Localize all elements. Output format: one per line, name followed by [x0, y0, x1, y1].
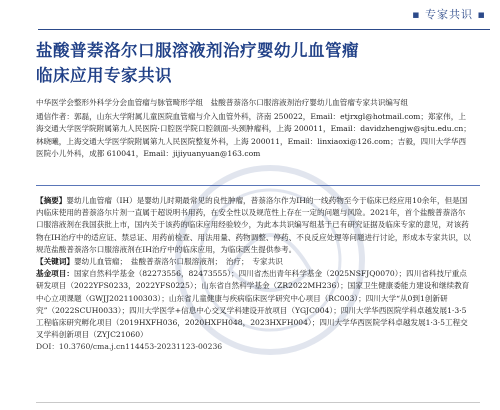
funding-paragraph	[36, 268, 472, 341]
abstract-paragraph	[36, 195, 472, 256]
keywords-text: 婴幼儿血管瘤； 盐酸普萘洛尔口服溶液剂； 治疗； 专家共识	[73, 257, 283, 267]
abstract-label: 【摘要】	[36, 196, 67, 205]
article-title	[36, 38, 466, 88]
keywords-label: 【关键词】	[36, 257, 74, 267]
section-tag: ▪ 专家共识 ▪	[412, 8, 486, 21]
abstract-text: 婴幼儿血管瘤（IH）是婴幼儿时期最常见的良性肿瘤，普萘洛尔作为IH的一线药物至今于临床已经应用10余年，但是国内临床使用的普萘洛尔片剂一直属于超说明书用药，在安全性以及规范性上存在一定的问题与风险。2021年，首个盐酸普萘洛尔口服溶液剂在我国获批上市，国内关于该药的临床应用经验较少，为此本共识编写组基于已有研究证据及临床专家的意见，对该药物在IH治疗中的适应证、禁忌证、用药前检查、用法用量、药物调整、停药、不良反应处理等问题进行讨论，形成本专家共识，以规范盐酸普萘洛尔口服溶液剂在IH治疗中的临床应用，为临床医生提供参考。	[36, 196, 471, 254]
funding-label: 基金项目：	[36, 269, 74, 279]
title-line-2: 临床应用专家共识	[36, 66, 172, 85]
doi-line[interactable]: DOI：10.3760/cma.j.cn114453-20231123-00236	[36, 342, 223, 352]
header-rule	[38, 29, 490, 30]
author-group: 中华医学会整形外科学分会血管瘤与脉管畸形学组 盐酸普萘洛尔口服溶液剂治疗婴幼儿血管瘤专家共识编写组	[36, 98, 409, 107]
footer-rule	[36, 402, 480, 403]
article-meta	[36, 97, 472, 161]
funding-text: 国家自然科学基金（82273556，82473555）；四川省杰出青年科学基金（2025NSFJQ0070）；四川省科技厅重点研发项目（2022YFS0233，2022YFS0225）；山东省自然科学基金（ZR2022MH236）；国家卫生健康委能力建设和继续教育中心立项课题（GWJJ2021100303）；山东省儿童健康与疾病临床医学研究中心项目（RC003）；四川大学“从0到1创新研究”（2022SCUH0033）；四川大学医学+信息中心交叉学科建设开放项目（YGJC004）；四川大学华西医院学科卓越发展1·3·5工程临床研究孵化项目（2019HXFH036，2020HXFH048，2023HXFH004）；四川大学华西医院学科卓越发展1·3·5工程交叉学科创新项目（ZYJC21060）	[36, 269, 470, 340]
keywords-paragraph	[36, 256, 472, 268]
meta-divider	[36, 185, 480, 186]
correspondence-info: 通信作者：郭磊，山东大学附属儿童医院血管瘤与介入血管外科，济南 250022，Email：etjrxgl@hotmail.com；郑家伟，上海交通大学医学院附属第九人民医院·口腔医学院口腔颌面-头颈肿瘤科，上海 200011，Email：davidzhengjw@sjtu.edu.cn；林晓曦，上海交通大学医学院附属第九人民医院整复外科，上海 200011，Email：linxiaoxi@126.com；吉毅，四川大学华西医院小儿外科，成都 610041，Email：jijiyuanyuan@163.com	[36, 111, 471, 159]
abstract-section	[36, 195, 472, 354]
title-line-1: 盐酸普萘洛尔口服溶液剂治疗婴幼儿血管瘤	[36, 41, 359, 60]
